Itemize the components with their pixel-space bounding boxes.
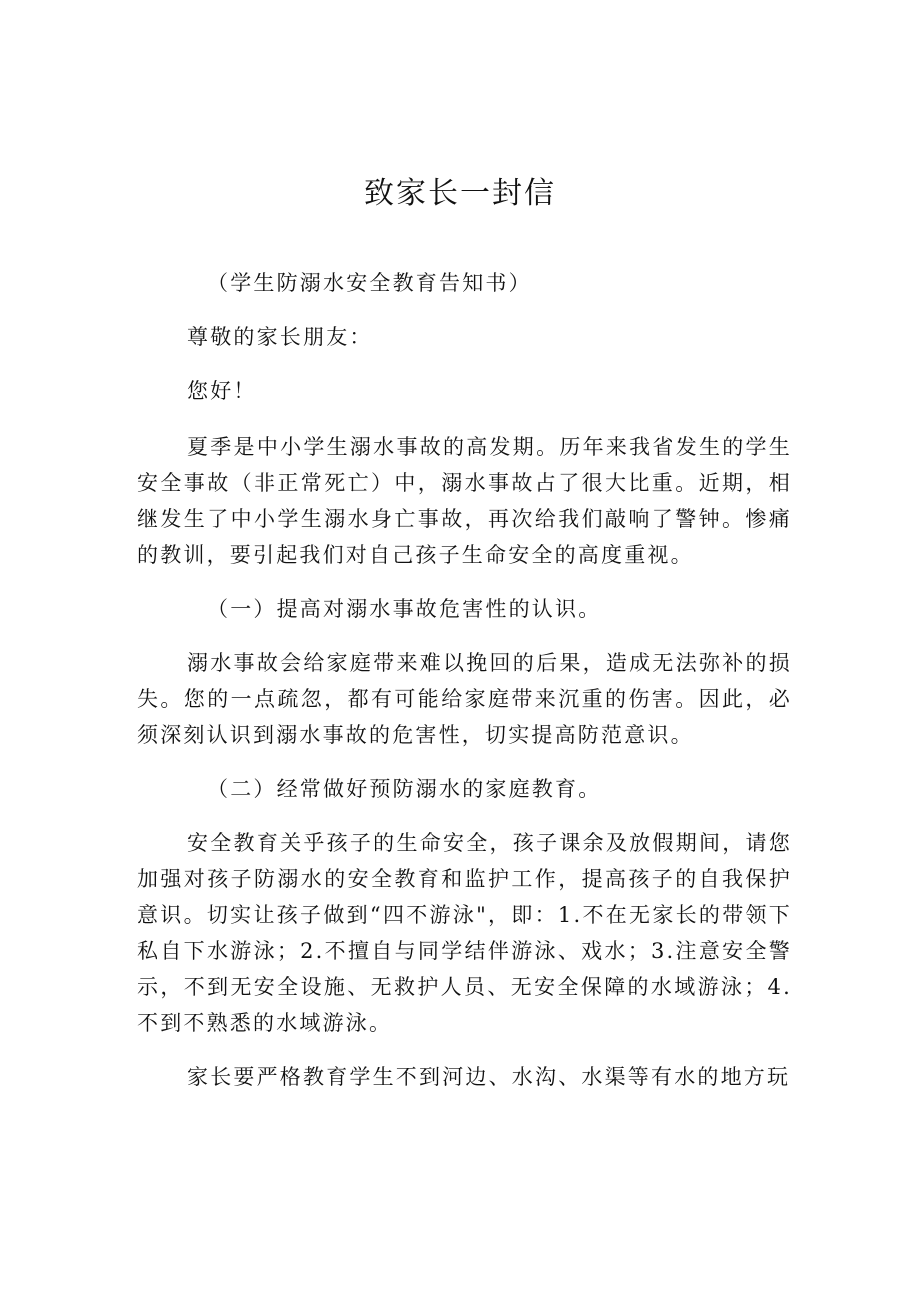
section-heading-2: （二）经常做好预防溺水的家庭教育。	[207, 777, 602, 801]
paragraph-intro: 夏季是中小学生溺水事故的高发期。历年来我省发生的学生安全事故（非正常死亡）中，溺水事故占了很大比重。近期，相继发生了中小学生溺水身亡事故，再次给我们敲响了警钟。惨痛的教训，要引起我们对自己孩子生命安全的高度重视。	[137, 435, 792, 567]
paragraph-section-2: 安全教育关乎孩子的生命安全，孩子课余及放假期间，请您加强对孩子防溺水的安全教育和监护工作，提高孩子的自我保护意识。切实让孩子做到“四不游泳"，即：1.不在无家长的带领下私自下水游泳；2.不擅自与同学结伴游泳、戏水；3.注意安全警示，不到无安全设施、无救护人员、无安全保障的水域游泳；4.不到不熟悉的水域游泳。	[137, 831, 792, 1035]
document-subtitle: （学生防溺水安全教育告知书）	[207, 271, 532, 295]
salutation: 尊敬的家长朋友：	[187, 325, 373, 349]
document-body	[137, 265, 792, 1095]
paragraph-section-1: 溺水事故会给家庭带来难以挽回的后果，造成无法弥补的损失。您的一点疏忽，都有可能给家庭带来沉重的伤害。因此，必须深刻认识到溺水事故的危害性，切实提高防范意识。	[137, 651, 792, 747]
greeting: 您好！	[187, 379, 257, 403]
document-title: 致家长一封信	[364, 176, 556, 211]
section-heading-1: （一）提高对溺水事故危害性的认识。	[207, 597, 602, 621]
paragraph-parents: 家长要严格教育学生不到河边、水沟、水渠等有水的地方玩	[187, 1065, 791, 1089]
